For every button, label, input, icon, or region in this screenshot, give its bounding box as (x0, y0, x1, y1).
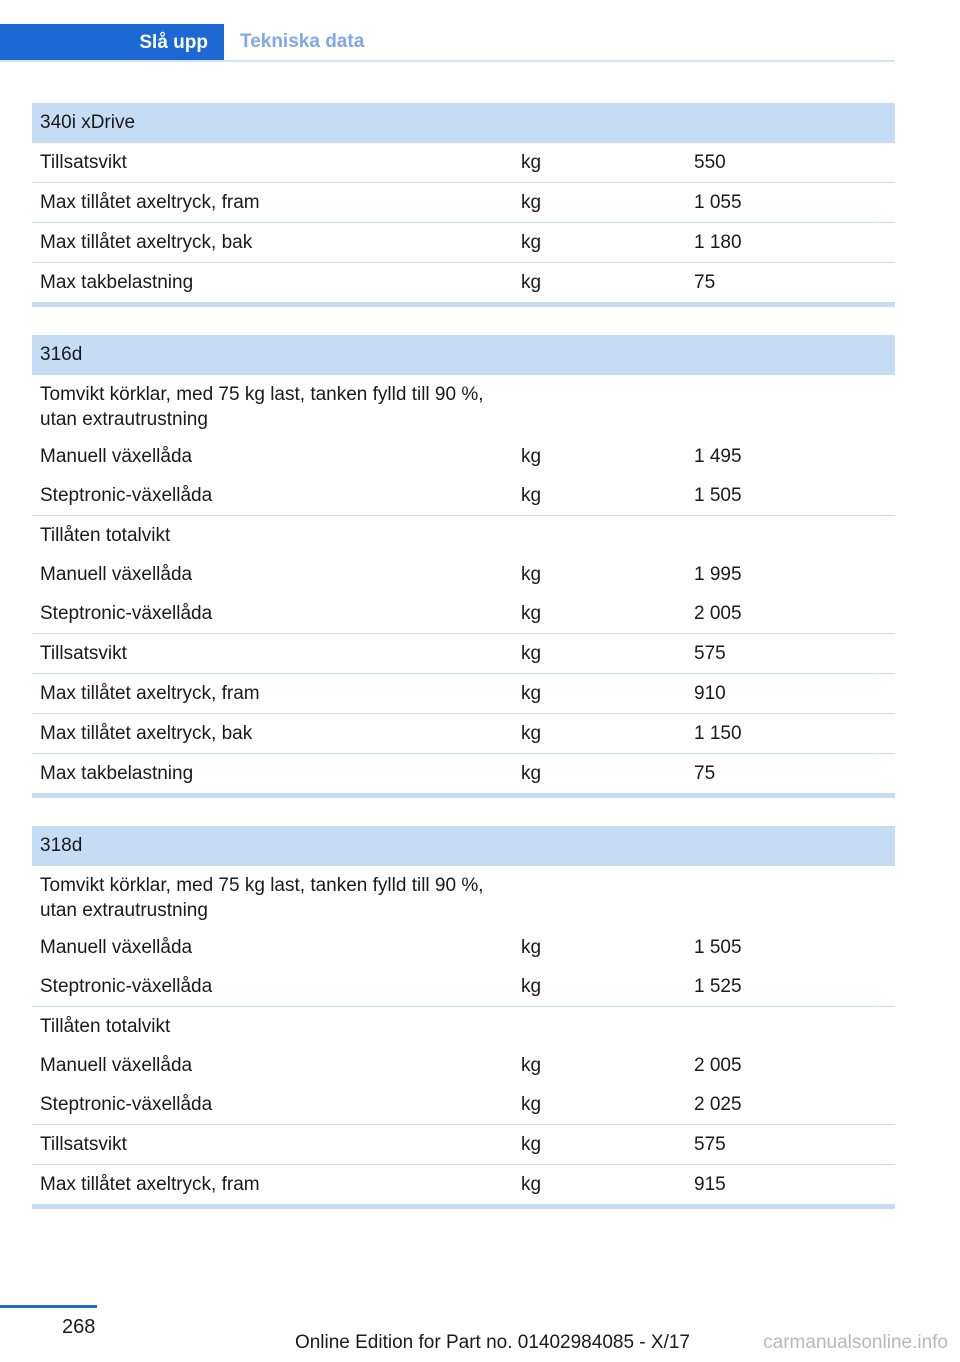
row-label: Manuell växellåda (40, 1054, 193, 1076)
row-label: Tillsatsvikt (32, 143, 513, 183)
table-row (32, 183, 895, 223)
row-unit: kg (513, 143, 686, 183)
watermark-text: carmanualsonline.info (763, 1332, 948, 1353)
table-row (32, 555, 895, 594)
row-unit (513, 866, 686, 928)
row-unit: kg (521, 936, 542, 958)
footer-rule (0, 1305, 97, 1308)
edition-text: Online Edition for Part no. 01402984085 - X/17 (294, 1332, 690, 1353)
row-label: Tomvikt körklar, med 75 kg last, tanken fylld till 90 %, utan extrautrustning (40, 875, 484, 921)
row-unit: kg (521, 762, 542, 784)
table-row (32, 1125, 895, 1165)
tab-sla-upp[interactable]: Slå upp (0, 24, 224, 62)
spec-table (32, 335, 895, 798)
row-label: Max tillåtet axeltryck, fram (32, 183, 513, 223)
row-label: Manuell växellåda (40, 445, 193, 467)
row-label: Manuell växellåda (40, 563, 193, 585)
row-label: Steptronic-växellåda (32, 476, 513, 516)
row-value: 1 505 (694, 936, 742, 958)
table-row (32, 714, 895, 754)
row-unit (513, 375, 686, 437)
row-unit (513, 516, 686, 556)
table-row (32, 1165, 895, 1207)
row-label: Max tillåtet axeltryck, bak (32, 223, 513, 263)
row-label: Steptronic-växellåda (32, 594, 513, 634)
row-value (686, 375, 895, 437)
row-label: Tillåten totalvikt (40, 524, 171, 546)
table-row (32, 437, 895, 476)
row-value: 1 505 (686, 476, 895, 516)
table-title: 316d (32, 335, 895, 375)
row-value: 550 (686, 143, 895, 183)
row-label: Tillsatsvikt (32, 1125, 513, 1165)
row-value (686, 866, 895, 928)
row-label: Max tillåtet axeltryck, bak (32, 714, 513, 754)
row-label: Max takbelastning (40, 271, 194, 293)
row-unit: kg (513, 594, 686, 634)
row-label: Tillsatsvikt (32, 634, 513, 674)
table-row (32, 1085, 895, 1125)
row-unit: kg (513, 476, 686, 516)
page-number: 268 (62, 1316, 96, 1338)
row-label: Tomvikt körklar, med 75 kg last, tanken fylld till 90 %, utan extrautrustning (40, 384, 484, 430)
table-row (32, 476, 895, 516)
row-unit: kg (521, 445, 542, 467)
row-value: 915 (694, 1173, 726, 1195)
row-label: Max tillåtet axeltryck, fram (40, 1173, 260, 1195)
row-unit: kg (521, 271, 542, 293)
table-row (32, 1046, 895, 1085)
row-unit: kg (513, 967, 686, 1007)
row-value: 1 055 (686, 183, 895, 223)
table-row (32, 223, 895, 263)
table-row (32, 634, 895, 674)
table-title: 318d (32, 826, 895, 866)
table-title: 340i xDrive (32, 103, 895, 143)
tab-tekniska-data[interactable]: Tekniska data (240, 31, 365, 52)
row-value (686, 516, 895, 556)
row-unit (513, 1007, 686, 1047)
row-value: 75 (694, 271, 716, 293)
table-row (32, 866, 895, 928)
row-unit: kg (513, 223, 686, 263)
table-row (32, 263, 895, 305)
row-unit: kg (513, 674, 686, 714)
table-row (32, 516, 895, 556)
row-value: 2 005 (694, 1054, 742, 1076)
row-value: 1 495 (694, 445, 742, 467)
row-label: Manuell växellåda (40, 936, 193, 958)
row-label: Max takbelastning (40, 762, 194, 784)
row-label: Max tillåtet axeltryck, fram (32, 674, 513, 714)
row-unit: kg (513, 1125, 686, 1165)
row-value: 1 180 (686, 223, 895, 263)
row-value: 575 (686, 1125, 895, 1165)
spec-table (32, 103, 895, 307)
table-row (32, 967, 895, 1007)
table-row (32, 754, 895, 796)
row-unit: kg (513, 634, 686, 674)
top-navigation (0, 24, 895, 62)
row-value: 1 150 (686, 714, 895, 754)
row-label: Steptronic-växellåda (32, 967, 513, 1007)
row-value: 910 (686, 674, 895, 714)
row-unit: kg (513, 1085, 686, 1125)
table-row (32, 1007, 895, 1047)
row-value: 2 025 (686, 1085, 895, 1125)
row-unit: kg (513, 714, 686, 754)
row-value: 2 005 (686, 594, 895, 634)
spec-table (32, 826, 895, 1209)
row-label: Tillåten totalvikt (40, 1015, 171, 1037)
row-unit: kg (521, 563, 542, 585)
row-unit: kg (521, 1173, 542, 1195)
table-row (32, 143, 895, 183)
row-value: 1 995 (694, 563, 742, 585)
spec-tables (32, 103, 895, 1237)
row-value (686, 1007, 895, 1047)
row-unit: kg (521, 1054, 542, 1076)
row-unit: kg (513, 183, 686, 223)
table-row (32, 928, 895, 967)
row-value: 75 (694, 762, 716, 784)
table-row (32, 375, 895, 437)
row-value: 1 525 (686, 967, 895, 1007)
table-row (32, 674, 895, 714)
row-label: Steptronic-växellåda (32, 1085, 513, 1125)
row-value: 575 (686, 634, 895, 674)
table-row (32, 594, 895, 634)
nav-divider (0, 60, 895, 62)
